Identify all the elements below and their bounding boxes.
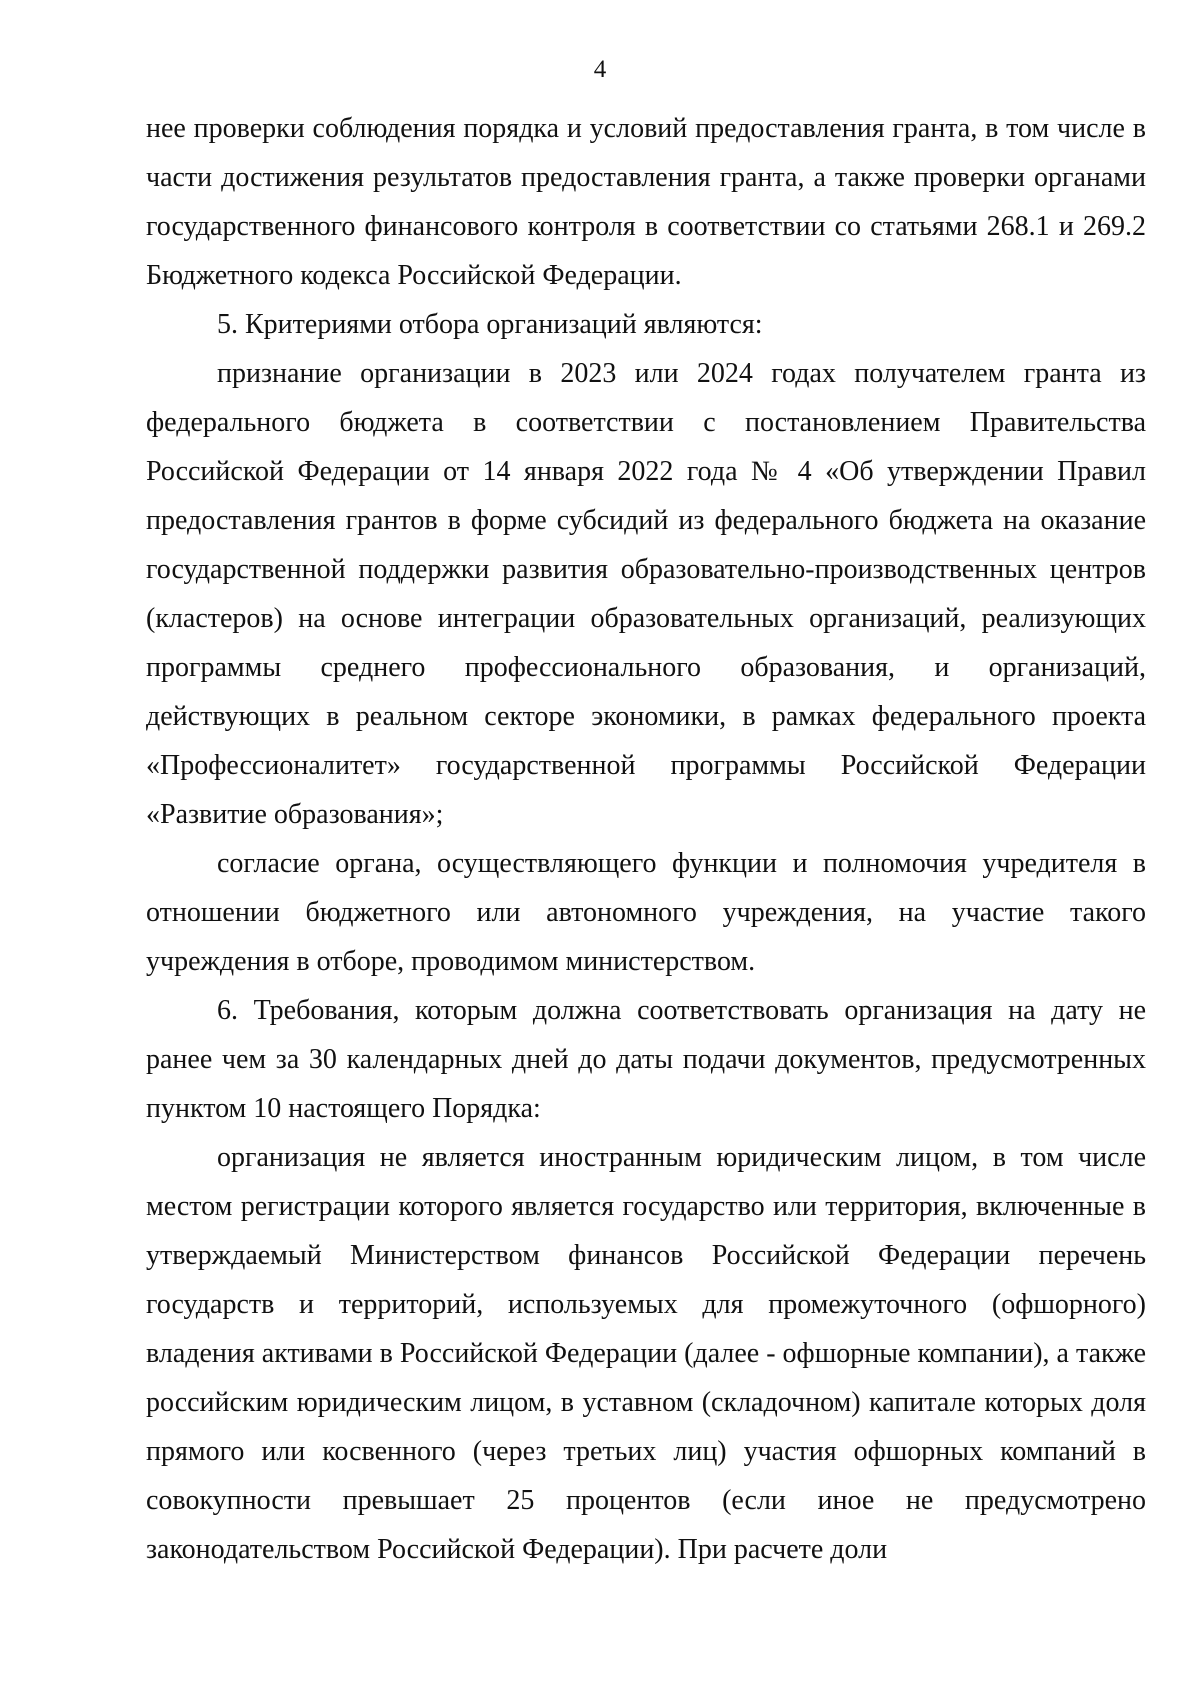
paragraph-continuation: нее проверки соблюдения порядка и условий предоставления гранта, в том числе в части достижения результатов предоставления гранта, а также проверки органами государственного финансового контроля в соответствии со статьями 268.1 и 269.2 Бюджетного кодекса Российской Федерации. bbox=[146, 113, 1146, 291]
paragraph-item-5-heading: 5. Критериями отбора организаций являются: bbox=[217, 309, 763, 340]
paragraph-requirement-offshore: организация не является иностранным юридическим лицом, в том числе местом регистрации которого является государство или территория, включенные в утверждаемый Министерством финансов Российской Федерации перечень государств и территорий, используемых для промежуточного (офшорного) владения активами в Российской Федерации (далее - офшорные компании), а также российским юридическим лицом, в уставном (складочном) капитале которых доля прямого или косвенного (через третьих лиц) участия офшорных компаний в совокупности превышает 25 процентов (если иное не предусмотрено законодательством Российской Федерации). При расчете доли bbox=[146, 1142, 1146, 1565]
page-number: 4 bbox=[593, 56, 607, 83]
paragraph-criterion-consent: согласие органа, осуществляющего функции и полномочия учредителя в отношении бюджетного или автономного учреждения, на участие такого учреждения в отборе, проводимом министерством. bbox=[146, 848, 1146, 977]
paragraph-item-6-heading: 6. Требования, которым должна соответствовать организация на дату не ранее чем за 30 календарных дней до даты подачи документов, предусмотренных пунктом 10 настоящего Порядка: bbox=[146, 995, 1146, 1124]
paragraph-criterion-grant: признание организации в 2023 или 2024 годах получателем гранта из федерального бюджета в соответствии с постановлением Правительства Российской Федерации от 14 января 2022 года № 4 «Об утверждении Правил предоставления грантов в форме субсидий из федерального бюджета на оказание государственной поддержки развития образовательно-производственных центров (кластеров) на основе интеграции образовательных организаций, реализующих программы среднего профессионального образования, и организаций, действующих в реальном секторе экономики, в рамках федерального проекта «Профессионалитет» государственной программы Российской Федерации «Развитие образования»; bbox=[146, 358, 1146, 830]
document-body bbox=[146, 104, 1146, 1574]
